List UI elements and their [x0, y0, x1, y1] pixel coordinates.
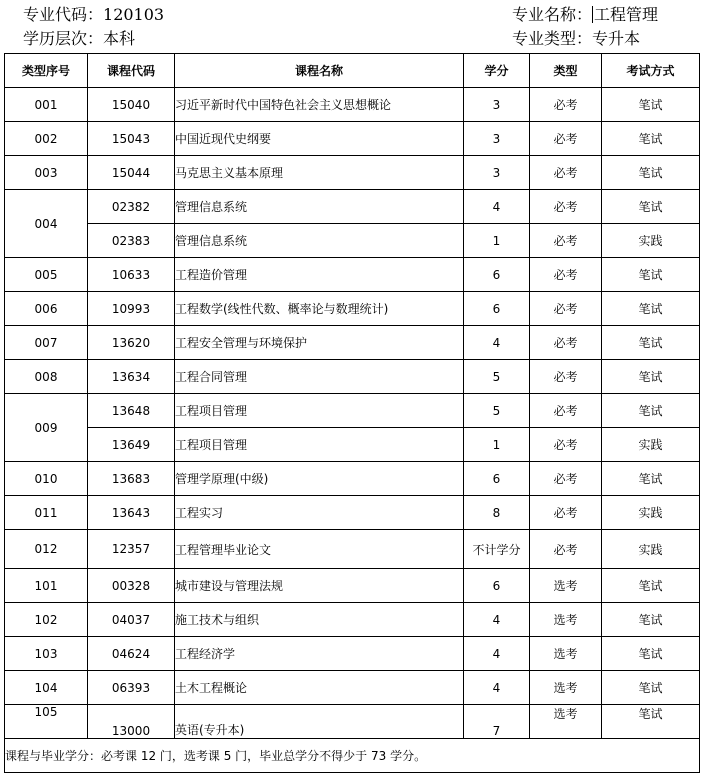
- cell-credit: 3: [464, 88, 530, 122]
- cell-exam: 笔试: [602, 360, 700, 394]
- cell-code: 15043: [88, 122, 175, 156]
- cell-name: 工程造价管理: [175, 258, 464, 292]
- cell-seq: 011: [5, 496, 88, 530]
- cell-code: 02382: [88, 190, 175, 224]
- cell-seq: 010: [5, 462, 88, 496]
- cell-seq: 001: [5, 88, 88, 122]
- col-header-code: 课程代码: [88, 54, 175, 88]
- cell-exam: 笔试: [602, 190, 700, 224]
- cell-exam: 实践: [602, 428, 700, 462]
- cell-credit: 不计学分: [464, 530, 530, 569]
- cell-code: 04037: [88, 603, 175, 637]
- cell-name: 城市建设与管理法规: [175, 569, 464, 603]
- cell-exam: 实践: [602, 530, 700, 569]
- cell-name: 土木工程概论: [175, 671, 464, 705]
- table-header-row: [5, 54, 700, 88]
- cell-name: 工程安全管理与环境保护: [175, 326, 464, 360]
- cell-credit: 6: [464, 292, 530, 326]
- col-header-exam: 考试方式: [602, 54, 700, 88]
- cell-name: 工程项目管理: [175, 394, 464, 428]
- table-row: [5, 122, 700, 156]
- cell-credit: 6: [464, 569, 530, 603]
- cell-name: 工程管理毕业论文: [175, 530, 464, 569]
- education-level: [23, 29, 135, 49]
- cell-name: 施工技术与组织: [175, 603, 464, 637]
- table-row: [5, 530, 700, 569]
- cell-code: 00328: [88, 569, 175, 603]
- cell-name: 管理信息系统: [175, 190, 464, 224]
- cell-name: 工程项目管理: [175, 428, 464, 462]
- cell-type: 选考: [530, 603, 602, 637]
- major-name: [512, 5, 658, 25]
- cell-type: 必考: [530, 428, 602, 462]
- cell-type: 必考: [530, 156, 602, 190]
- cell-type: 选考: [530, 671, 602, 705]
- table-row: [5, 360, 700, 394]
- cell-credit: 4: [464, 637, 530, 671]
- cell-type: 必考: [530, 88, 602, 122]
- cell-code: 10993: [88, 292, 175, 326]
- cell-credit: 8: [464, 496, 530, 530]
- cell-seq: 007: [5, 326, 88, 360]
- table-row: [5, 156, 700, 190]
- cell-seq: 103: [5, 637, 88, 671]
- cell-type: 必考: [530, 258, 602, 292]
- cell-type: 必考: [530, 462, 602, 496]
- major-type: [512, 29, 640, 49]
- major-code: [23, 5, 164, 25]
- cell-seq: 104: [5, 671, 88, 705]
- course-plan-table: [4, 53, 700, 773]
- cell-name: 管理学原理(中级): [175, 462, 464, 496]
- cell-type: 必考: [530, 394, 602, 428]
- table-row: [5, 496, 700, 530]
- cell-credit: 1: [464, 224, 530, 258]
- table-row: [5, 637, 700, 671]
- cell-name: 工程合同管理: [175, 360, 464, 394]
- table-row: [5, 88, 700, 122]
- cell-code: 13000: [88, 705, 175, 739]
- cell-credit: 7: [464, 705, 530, 739]
- cell-type: 必考: [530, 326, 602, 360]
- table-row: [5, 326, 700, 360]
- table-row: [5, 190, 700, 224]
- cell-seq: 012: [5, 530, 88, 569]
- cell-seq: 009: [5, 394, 88, 462]
- cell-name: 马克思主义基本原理: [175, 156, 464, 190]
- cell-exam: 笔试: [602, 705, 700, 739]
- cell-type: 必考: [530, 122, 602, 156]
- cell-code: 13620: [88, 326, 175, 360]
- major-name-label: 专业名称：: [512, 5, 593, 24]
- cell-code: 13683: [88, 462, 175, 496]
- major-type-label: 专业类型：: [512, 29, 593, 48]
- table-row: [5, 258, 700, 292]
- cell-exam: 笔试: [602, 603, 700, 637]
- cell-exam: 笔试: [602, 569, 700, 603]
- cell-credit: 4: [464, 190, 530, 224]
- cell-exam: 笔试: [602, 637, 700, 671]
- table-row: [5, 569, 700, 603]
- table-row: [5, 671, 700, 705]
- cell-code: 02383: [88, 224, 175, 258]
- cell-credit: 3: [464, 156, 530, 190]
- cell-credit: 4: [464, 671, 530, 705]
- cell-credit: 4: [464, 603, 530, 637]
- table-row: [5, 394, 700, 428]
- cell-code: 15040: [88, 88, 175, 122]
- col-header-credit: 学分: [464, 54, 530, 88]
- table-row: [5, 603, 700, 637]
- cell-type: 必考: [530, 292, 602, 326]
- education-level-label: 学历层次：: [23, 29, 104, 48]
- table-row: [5, 462, 700, 496]
- cell-exam: 笔试: [602, 258, 700, 292]
- cell-exam: 笔试: [602, 394, 700, 428]
- cell-name: 习近平新时代中国特色社会主义思想概论: [175, 88, 464, 122]
- cell-type: 选考: [530, 637, 602, 671]
- cell-exam: 笔试: [602, 671, 700, 705]
- text-cursor: [592, 6, 593, 23]
- cell-name: 工程经济学: [175, 637, 464, 671]
- cell-seq: 005: [5, 258, 88, 292]
- cell-code: 06393: [88, 671, 175, 705]
- cell-code: 13649: [88, 428, 175, 462]
- table-row: [5, 292, 700, 326]
- major-code-label: 专业代码：: [23, 5, 104, 24]
- col-header-name: 课程名称: [175, 54, 464, 88]
- cell-name: 工程数学(线性代数、概率论与数理统计): [175, 292, 464, 326]
- cell-seq: 008: [5, 360, 88, 394]
- cell-credit: 3: [464, 122, 530, 156]
- cell-name: 中国近现代史纲要: [175, 122, 464, 156]
- cell-type: 必考: [530, 224, 602, 258]
- col-header-seq: 类型序号: [5, 54, 88, 88]
- table-footnote-row: [5, 739, 700, 773]
- cell-credit: 5: [464, 394, 530, 428]
- cell-type: 必考: [530, 496, 602, 530]
- cell-credit: 5: [464, 360, 530, 394]
- table-row: [5, 428, 700, 462]
- table-row: [5, 705, 700, 739]
- cell-seq: 004: [5, 190, 88, 258]
- cell-name: 工程实习: [175, 496, 464, 530]
- cell-credit: 4: [464, 326, 530, 360]
- cell-seq: 003: [5, 156, 88, 190]
- cell-type: 选考: [530, 705, 602, 739]
- col-header-type: 类型: [530, 54, 602, 88]
- cell-code: 04624: [88, 637, 175, 671]
- graduation-credit-note: 课程与毕业学分：必考课 12 门，选考课 5 门，毕业总学分不得少于 73 学分。: [5, 739, 700, 773]
- cell-exam: 实践: [602, 496, 700, 530]
- cell-type: 必考: [530, 530, 602, 569]
- cell-exam: 笔试: [602, 156, 700, 190]
- major-code-value: 120103: [103, 5, 165, 24]
- cell-code: 13634: [88, 360, 175, 394]
- education-level-value: 本科: [103, 29, 136, 48]
- cell-type: 选考: [530, 569, 602, 603]
- cell-code: 15044: [88, 156, 175, 190]
- cell-exam: 笔试: [602, 292, 700, 326]
- cell-code: 13648: [88, 394, 175, 428]
- major-name-value[interactable]: 工程管理: [594, 5, 659, 24]
- cell-credit: 6: [464, 258, 530, 292]
- cell-type: 必考: [530, 190, 602, 224]
- cell-seq: 002: [5, 122, 88, 156]
- cell-name: 管理信息系统: [175, 224, 464, 258]
- cell-seq: 105: [5, 705, 88, 739]
- cell-name: 英语(专升本): [175, 705, 464, 739]
- cell-code: 10633: [88, 258, 175, 292]
- cell-code: 12357: [88, 530, 175, 569]
- cell-exam: 笔试: [602, 88, 700, 122]
- cell-exam: 笔试: [602, 462, 700, 496]
- cell-credit: 6: [464, 462, 530, 496]
- cell-exam: 实践: [602, 224, 700, 258]
- cell-credit: 1: [464, 428, 530, 462]
- cell-seq: 101: [5, 569, 88, 603]
- cell-code: 13643: [88, 496, 175, 530]
- cell-seq: 102: [5, 603, 88, 637]
- cell-seq: 006: [5, 292, 88, 326]
- major-type-value: 专升本: [592, 29, 641, 48]
- cell-type: 必考: [530, 360, 602, 394]
- cell-exam: 笔试: [602, 122, 700, 156]
- table-row: [5, 224, 700, 258]
- cell-exam: 笔试: [602, 326, 700, 360]
